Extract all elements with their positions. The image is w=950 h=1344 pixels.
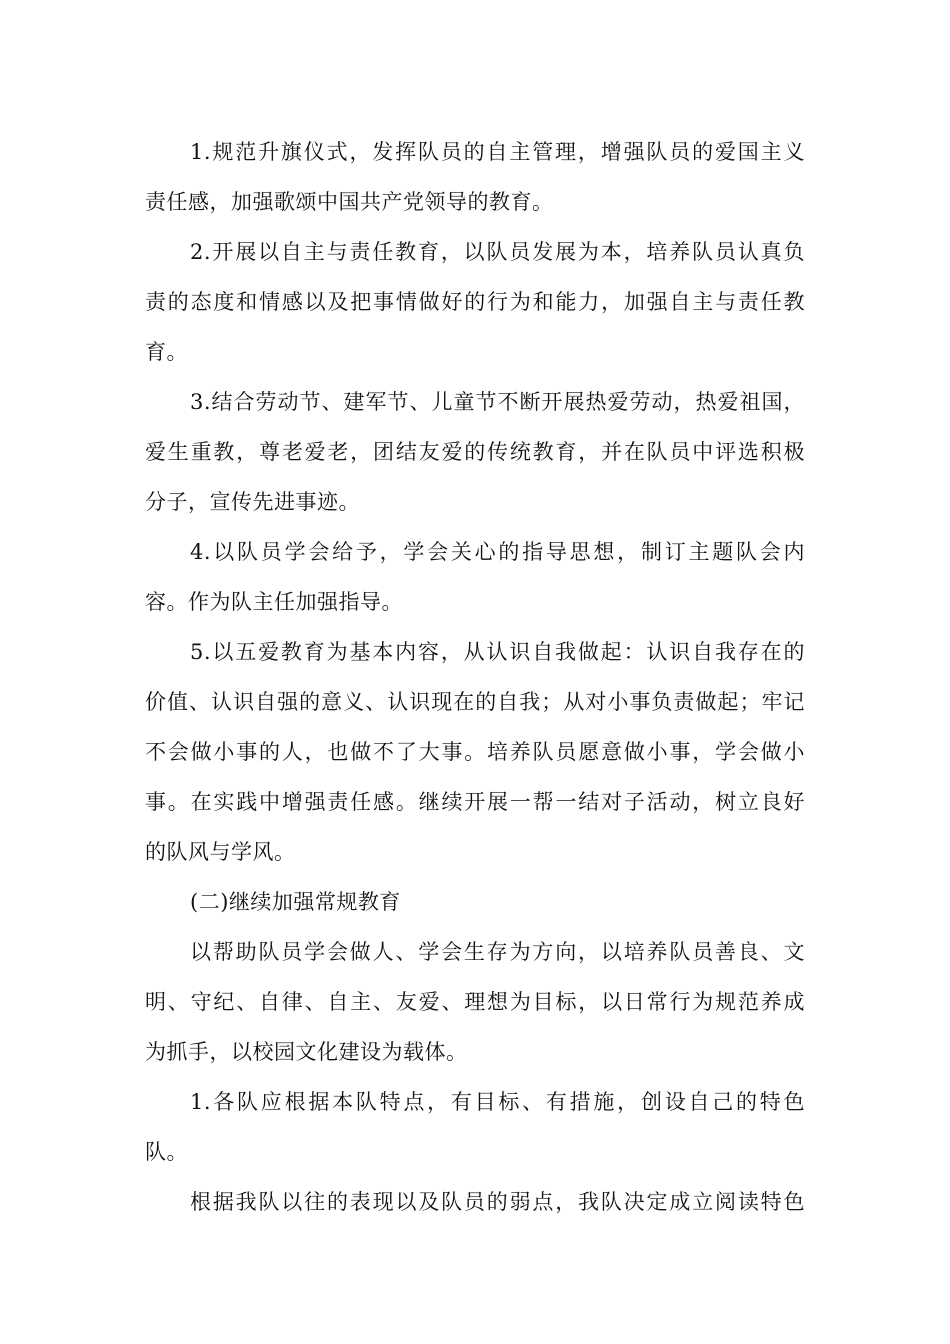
- paragraph-line: 不会做小事的人，也做不了大事。培养队员愿意做小事，学会做小: [145, 740, 805, 764]
- paragraph-line: 明、守纪、自律、自主、友爱、理想为目标，以日常行为规范养成: [145, 990, 805, 1014]
- paragraph-line: 为抓手，以校园文化建设为载体。: [145, 1040, 468, 1064]
- paragraph-line: 爱生重教，尊老爱老，团结友爱的传统教育，并在队员中评选积极: [145, 440, 805, 464]
- paragraph-line: 1.各队应根据本队特点，有目标、有措施，创设自己的特色: [190, 1090, 805, 1114]
- paragraph-line: 分子，宣传先进事迹。: [145, 490, 360, 514]
- paragraph-line: 2.开展以自主与责任教育，以队员发展为本，培养队员认真负: [190, 240, 805, 264]
- paragraph-line: 价值、认识自强的意义、认识现在的自我；从对小事负责做起；牢记: [145, 690, 805, 714]
- paragraph-line: 队。: [145, 1140, 188, 1164]
- paragraph-line: 1.规范升旗仪式，发挥队员的自主管理，增强队员的爱国主义: [190, 140, 805, 164]
- paragraph-line: 以帮助队员学会做人、学会生存为方向，以培养队员善良、文: [190, 940, 805, 964]
- paragraph-line: 3.结合劳动节、建军节、儿童节不断开展热爱劳动，热爱祖国，: [190, 390, 805, 414]
- section-heading: (二)继续加强常规教育: [190, 890, 401, 914]
- paragraph-line: 根据我队以往的表现以及队员的弱点，我队决定成立阅读特色: [190, 1190, 805, 1214]
- paragraph-line: 育。: [145, 340, 188, 364]
- paragraph-line: 责任感，加强歌颂中国共产党领导的教育。: [145, 190, 554, 214]
- paragraph-line: 容。作为队主任加强指导。: [145, 590, 403, 614]
- paragraph-line: 责的态度和情感以及把事情做好的行为和能力，加强自主与责任教: [145, 290, 805, 314]
- paragraph-line: 的队风与学风。: [145, 840, 296, 864]
- paragraph-line: 5.以五爱教育为基本内容，从认识自我做起：认识自我存在的: [190, 640, 805, 664]
- paragraph-line: 4.以队员学会给予，学会关心的指导思想，制订主题队会内: [190, 540, 805, 564]
- paragraph-line: 事。在实践中增强责任感。继续开展一帮一结对子活动，树立良好: [145, 790, 805, 814]
